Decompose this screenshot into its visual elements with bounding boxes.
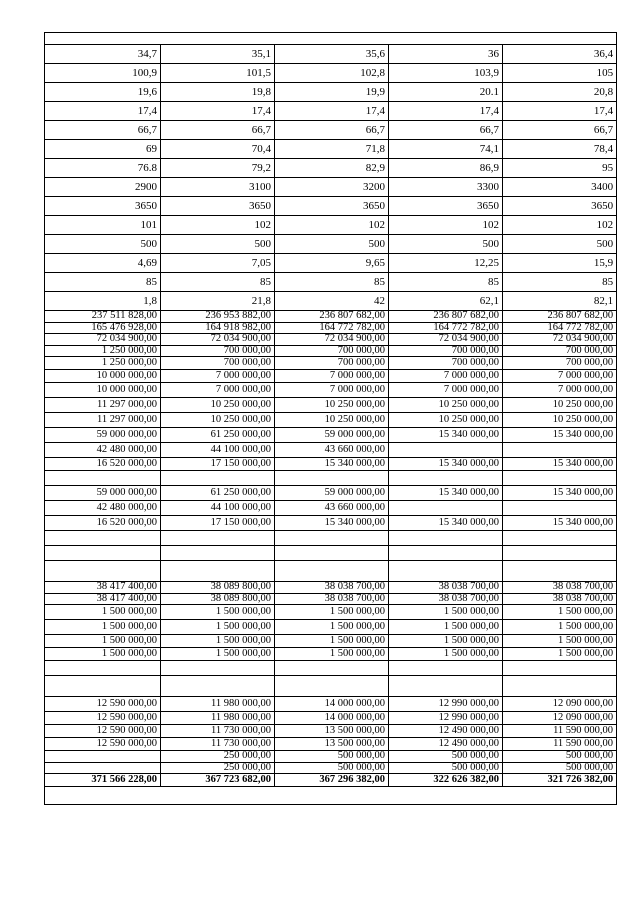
table-cell — [45, 751, 161, 763]
table-cell: 78,4 — [503, 140, 617, 159]
table-cell — [389, 676, 503, 697]
table-cell: 42 — [275, 292, 389, 311]
table-cell: 42 480 000,00 — [45, 443, 161, 458]
table-cell: 236 953 882,00 — [161, 311, 275, 323]
table-cell: 15 340 000,00 — [503, 458, 617, 471]
table-cell: 15 340 000,00 — [275, 516, 389, 531]
table-cell: 17 150 000,00 — [161, 516, 275, 531]
table-cell — [503, 561, 617, 582]
table-cell: 3300 — [389, 178, 503, 197]
table-cell: 72 034 900,00 — [45, 334, 161, 346]
table-cell: 95 — [503, 159, 617, 178]
table-row — [45, 64, 617, 83]
table-cell: 1 500 000,00 — [161, 620, 275, 635]
table-cell — [275, 471, 389, 486]
table-cell: 1,8 — [45, 292, 161, 311]
table-cell: 38 038 700,00 — [275, 582, 389, 594]
table-cell — [389, 443, 503, 458]
table-row — [45, 486, 617, 501]
table-cell: 7 000 000,00 — [275, 383, 389, 398]
table-cell: 12 490 000,00 — [389, 725, 503, 738]
table-cell — [161, 531, 275, 546]
table-cell: 7 000 000,00 — [389, 370, 503, 383]
table-cell: 250 000,00 — [161, 751, 275, 763]
table-cell: 85 — [275, 273, 389, 292]
table-cell: 11 980 000,00 — [161, 712, 275, 725]
table-cell: 7,05 — [161, 254, 275, 273]
table-row — [45, 471, 617, 486]
table-cell: 2900 — [45, 178, 161, 197]
table-cell: 500 000,00 — [389, 762, 503, 774]
table-cell: 1 500 000,00 — [389, 635, 503, 648]
table-cell: 17,4 — [275, 102, 389, 121]
table-row — [45, 102, 617, 121]
table-row — [45, 561, 617, 582]
table-cell: 11 297 000,00 — [45, 413, 161, 428]
table-cell: 236 807 682,00 — [275, 311, 389, 323]
table-row — [45, 159, 617, 178]
table-cell — [275, 661, 389, 676]
table-row — [45, 676, 617, 697]
table-cell: 237 511 828,00 — [45, 311, 161, 323]
table-row — [45, 582, 617, 594]
table-row — [45, 787, 617, 805]
table-cell: 1 500 000,00 — [389, 605, 503, 620]
table-cell: 82,1 — [503, 292, 617, 311]
table-cell: 72 034 900,00 — [161, 334, 275, 346]
table-cell: 86,9 — [389, 159, 503, 178]
table-cell — [45, 471, 161, 486]
table-cell: 102 — [161, 216, 275, 235]
table-cell — [275, 676, 389, 697]
table-cell: 1 500 000,00 — [275, 648, 389, 661]
total-row — [45, 774, 617, 787]
table-cell: 7 000 000,00 — [389, 383, 503, 398]
table-cell — [503, 471, 617, 486]
table-cell — [503, 546, 617, 561]
table-cell: 12 590 000,00 — [45, 725, 161, 738]
table-cell: 66,7 — [389, 121, 503, 140]
table-cell: 500 — [161, 235, 275, 254]
table-row — [45, 428, 617, 443]
table-cell — [389, 546, 503, 561]
table-cell: 1 250 000,00 — [45, 357, 161, 370]
table-cell: 100,9 — [45, 64, 161, 83]
table-cell: 38 417 400,00 — [45, 593, 161, 605]
table-cell: 38 038 700,00 — [503, 593, 617, 605]
table-cell: 85 — [503, 273, 617, 292]
table-cell: 12 090 000,00 — [503, 697, 617, 712]
table-cell: 10 250 000,00 — [161, 398, 275, 413]
table-cell: 12 590 000,00 — [45, 712, 161, 725]
table-cell: 101,5 — [161, 64, 275, 83]
table-row — [45, 516, 617, 531]
table-cell: 101 — [45, 216, 161, 235]
table-row — [45, 501, 617, 516]
table-cell: 38 417 400,00 — [45, 582, 161, 594]
table-cell: 500 — [389, 235, 503, 254]
table-row — [45, 178, 617, 197]
table-cell — [389, 501, 503, 516]
table-cell: 14 000 000,00 — [275, 712, 389, 725]
table-row — [45, 762, 617, 774]
table-cell — [389, 661, 503, 676]
table-cell — [161, 471, 275, 486]
table-cell: 11 590 000,00 — [503, 738, 617, 751]
table-cell: 16 520 000,00 — [45, 458, 161, 471]
table-cell: 1 500 000,00 — [161, 635, 275, 648]
table-cell: 35,1 — [161, 45, 275, 64]
table-cell: 43 660 000,00 — [275, 443, 389, 458]
table-row — [45, 605, 617, 620]
table-cell: 38 089 800,00 — [161, 582, 275, 594]
table-cell: 1 500 000,00 — [503, 620, 617, 635]
table-row — [45, 235, 617, 254]
table-row — [45, 322, 617, 334]
table-cell: 4,69 — [45, 254, 161, 273]
table-cell: 44 100 000,00 — [161, 501, 275, 516]
table-cell: 20.1 — [389, 83, 503, 102]
table-cell — [275, 561, 389, 582]
table-cell: 236 807 682,00 — [389, 311, 503, 323]
table-cell: 102 — [389, 216, 503, 235]
table-cell: 16 520 000,00 — [45, 516, 161, 531]
table-cell: 61 250 000,00 — [161, 428, 275, 443]
table-cell: 10 250 000,00 — [389, 398, 503, 413]
table-cell: 700 000,00 — [161, 345, 275, 357]
table-cell — [161, 676, 275, 697]
table-cell: 85 — [45, 273, 161, 292]
table-cell: 164 772 782,00 — [275, 322, 389, 334]
data-table — [44, 32, 617, 805]
table-row — [45, 140, 617, 159]
table-cell: 21,8 — [161, 292, 275, 311]
table-row — [45, 345, 617, 357]
table-cell: 10 000 000,00 — [45, 383, 161, 398]
table-cell: 12 490 000,00 — [389, 738, 503, 751]
table-row — [45, 383, 617, 398]
table-cell: 1 500 000,00 — [275, 605, 389, 620]
table-cell: 500 000,00 — [389, 751, 503, 763]
table-cell: 74,1 — [389, 140, 503, 159]
table-cell: 9,65 — [275, 254, 389, 273]
table-cell: 700 000,00 — [389, 357, 503, 370]
table-cell: 500 — [503, 235, 617, 254]
table-cell: 43 660 000,00 — [275, 501, 389, 516]
spanning-cell — [45, 787, 617, 805]
table-cell — [45, 676, 161, 697]
table-cell: 11 590 000,00 — [503, 725, 617, 738]
table-cell: 371 566 228,00 — [45, 774, 161, 787]
table-cell: 69 — [45, 140, 161, 159]
table-cell: 66,7 — [275, 121, 389, 140]
table-row — [45, 531, 617, 546]
table-cell: 165 476 928,00 — [45, 322, 161, 334]
table-cell: 700 000,00 — [275, 357, 389, 370]
table-cell: 11 730 000,00 — [161, 725, 275, 738]
table-row — [45, 661, 617, 676]
table-cell: 500 000,00 — [503, 762, 617, 774]
table-row — [45, 121, 617, 140]
table-cell — [45, 531, 161, 546]
table-cell: 59 000 000,00 — [275, 428, 389, 443]
table-cell: 367 723 682,00 — [161, 774, 275, 787]
table-cell: 1 500 000,00 — [161, 605, 275, 620]
table-row — [45, 334, 617, 346]
table-row — [45, 546, 617, 561]
spanning-cell — [45, 33, 617, 45]
table-cell: 3650 — [161, 197, 275, 216]
table-cell: 1 500 000,00 — [161, 648, 275, 661]
table-cell: 17,4 — [503, 102, 617, 121]
table-cell: 38 038 700,00 — [275, 593, 389, 605]
table-cell: 250 000,00 — [161, 762, 275, 774]
table-cell: 15 340 000,00 — [503, 428, 617, 443]
table-cell: 500 — [275, 235, 389, 254]
table-row — [45, 292, 617, 311]
table-cell: 61 250 000,00 — [161, 486, 275, 501]
table-body — [45, 33, 617, 805]
table-cell: 38 038 700,00 — [503, 582, 617, 594]
table-cell — [503, 676, 617, 697]
table-cell: 10 250 000,00 — [275, 413, 389, 428]
table-row — [45, 398, 617, 413]
table-cell: 13 500 000,00 — [275, 725, 389, 738]
table-cell: 700 000,00 — [503, 357, 617, 370]
table-cell: 36,4 — [503, 45, 617, 64]
table-cell — [503, 661, 617, 676]
table-cell: 164 918 982,00 — [161, 322, 275, 334]
table-cell: 15 340 000,00 — [389, 428, 503, 443]
table-cell: 17,4 — [45, 102, 161, 121]
table-cell — [161, 661, 275, 676]
table-cell: 14 000 000,00 — [275, 697, 389, 712]
table-row — [45, 33, 617, 45]
table-cell — [389, 471, 503, 486]
table-row — [45, 83, 617, 102]
table-cell: 17,4 — [389, 102, 503, 121]
table-cell: 62,1 — [389, 292, 503, 311]
table-cell: 700 000,00 — [161, 357, 275, 370]
table-row — [45, 197, 617, 216]
table-cell: 38 038 700,00 — [389, 582, 503, 594]
table-row — [45, 413, 617, 428]
table-cell: 7 000 000,00 — [161, 383, 275, 398]
table-cell: 3200 — [275, 178, 389, 197]
table-cell: 59 000 000,00 — [45, 486, 161, 501]
table-cell: 1 500 000,00 — [503, 605, 617, 620]
table-cell: 15 340 000,00 — [503, 486, 617, 501]
table-cell — [389, 561, 503, 582]
table-row — [45, 712, 617, 725]
table-cell — [45, 546, 161, 561]
table-cell: 105 — [503, 64, 617, 83]
table-cell: 44 100 000,00 — [161, 443, 275, 458]
table-cell: 10 250 000,00 — [161, 413, 275, 428]
table-cell: 59 000 000,00 — [45, 428, 161, 443]
table-cell: 102 — [503, 216, 617, 235]
table-cell: 13 500 000,00 — [275, 738, 389, 751]
table-cell: 66,7 — [503, 121, 617, 140]
table-row — [45, 45, 617, 64]
table-cell: 85 — [161, 273, 275, 292]
table-cell: 1 500 000,00 — [503, 648, 617, 661]
table-cell: 164 772 782,00 — [389, 322, 503, 334]
table-row — [45, 443, 617, 458]
table-cell: 70,4 — [161, 140, 275, 159]
table-cell: 66,7 — [161, 121, 275, 140]
table-cell — [161, 546, 275, 561]
table-cell: 12 990 000,00 — [389, 712, 503, 725]
table-cell: 12 990 000,00 — [389, 697, 503, 712]
table-row — [45, 697, 617, 712]
table-cell: 367 296 382,00 — [275, 774, 389, 787]
table-cell: 15 340 000,00 — [275, 458, 389, 471]
table-row — [45, 738, 617, 751]
table-row — [45, 311, 617, 323]
table-cell: 71,8 — [275, 140, 389, 159]
table-cell: 700 000,00 — [389, 345, 503, 357]
table-cell: 35,6 — [275, 45, 389, 64]
table-cell: 17 150 000,00 — [161, 458, 275, 471]
table-cell: 1 500 000,00 — [45, 635, 161, 648]
table-cell: 72 034 900,00 — [503, 334, 617, 346]
table-cell: 500 000,00 — [503, 751, 617, 763]
table-cell: 7 000 000,00 — [503, 370, 617, 383]
table-cell: 1 500 000,00 — [389, 648, 503, 661]
table-cell: 700 000,00 — [503, 345, 617, 357]
table-cell: 1 500 000,00 — [389, 620, 503, 635]
table-cell: 3100 — [161, 178, 275, 197]
table-cell — [161, 561, 275, 582]
table-cell: 321 726 382,00 — [503, 774, 617, 787]
table-cell — [389, 531, 503, 546]
table-cell: 72 034 900,00 — [275, 334, 389, 346]
table-cell — [503, 531, 617, 546]
table-row — [45, 357, 617, 370]
table-cell: 36 — [389, 45, 503, 64]
table-cell: 102,8 — [275, 64, 389, 83]
table-cell: 164 772 782,00 — [503, 322, 617, 334]
table-cell: 38 089 800,00 — [161, 593, 275, 605]
table-row — [45, 216, 617, 235]
table-cell: 82,9 — [275, 159, 389, 178]
table-cell: 12,25 — [389, 254, 503, 273]
table-cell: 10 000 000,00 — [45, 370, 161, 383]
table-cell: 700 000,00 — [275, 345, 389, 357]
table-cell: 59 000 000,00 — [275, 486, 389, 501]
table-cell: 42 480 000,00 — [45, 501, 161, 516]
table-cell: 1 500 000,00 — [275, 620, 389, 635]
table-cell: 20,8 — [503, 83, 617, 102]
table-row — [45, 273, 617, 292]
table-cell: 3650 — [45, 197, 161, 216]
table-cell: 15 340 000,00 — [389, 458, 503, 471]
table-cell: 76.8 — [45, 159, 161, 178]
table-cell: 1 500 000,00 — [45, 605, 161, 620]
table-cell: 10 250 000,00 — [275, 398, 389, 413]
table-cell: 7 000 000,00 — [503, 383, 617, 398]
table-cell: 10 250 000,00 — [503, 413, 617, 428]
table-cell: 19,9 — [275, 83, 389, 102]
table-cell: 236 807 682,00 — [503, 311, 617, 323]
table-cell: 72 034 900,00 — [389, 334, 503, 346]
table-cell: 500 000,00 — [275, 762, 389, 774]
table-cell: 500 000,00 — [275, 751, 389, 763]
table-cell: 15 340 000,00 — [389, 486, 503, 501]
table-cell: 12 590 000,00 — [45, 697, 161, 712]
table-row — [45, 370, 617, 383]
table-row — [45, 751, 617, 763]
table-cell: 1 500 000,00 — [275, 635, 389, 648]
table-cell: 3400 — [503, 178, 617, 197]
table-cell — [503, 443, 617, 458]
table-cell: 85 — [389, 273, 503, 292]
table-cell: 15 340 000,00 — [389, 516, 503, 531]
table-row — [45, 593, 617, 605]
table-cell: 103,9 — [389, 64, 503, 83]
table-cell: 10 250 000,00 — [503, 398, 617, 413]
table-cell: 7 000 000,00 — [275, 370, 389, 383]
table-cell: 79,2 — [161, 159, 275, 178]
table-cell: 1 500 000,00 — [45, 620, 161, 635]
table-row — [45, 725, 617, 738]
table-cell: 1 500 000,00 — [45, 648, 161, 661]
table-cell — [45, 561, 161, 582]
table-cell: 3650 — [389, 197, 503, 216]
table-cell — [45, 661, 161, 676]
table-row — [45, 648, 617, 661]
table-cell: 1 500 000,00 — [503, 635, 617, 648]
table-cell: 1 250 000,00 — [45, 345, 161, 357]
table-cell — [275, 546, 389, 561]
table-row — [45, 620, 617, 635]
table-row — [45, 635, 617, 648]
table-cell: 11 980 000,00 — [161, 697, 275, 712]
table-cell: 66,7 — [45, 121, 161, 140]
table-cell: 10 250 000,00 — [389, 413, 503, 428]
table-cell: 3650 — [275, 197, 389, 216]
table-cell: 12 090 000,00 — [503, 712, 617, 725]
table-cell: 15,9 — [503, 254, 617, 273]
table-cell: 102 — [275, 216, 389, 235]
table-cell: 12 590 000,00 — [45, 738, 161, 751]
table-cell: 11 730 000,00 — [161, 738, 275, 751]
table-row — [45, 254, 617, 273]
table-cell: 34,7 — [45, 45, 161, 64]
table-cell: 3650 — [503, 197, 617, 216]
table-cell: 11 297 000,00 — [45, 398, 161, 413]
table-cell: 7 000 000,00 — [161, 370, 275, 383]
table-cell: 15 340 000,00 — [503, 516, 617, 531]
table-cell: 19,6 — [45, 83, 161, 102]
table-cell — [275, 531, 389, 546]
table-cell: 17,4 — [161, 102, 275, 121]
table-cell: 38 038 700,00 — [389, 593, 503, 605]
table-cell — [503, 501, 617, 516]
table-cell — [45, 762, 161, 774]
table-cell: 19,8 — [161, 83, 275, 102]
table-cell: 500 — [45, 235, 161, 254]
table-row — [45, 458, 617, 471]
table-cell: 322 626 382,00 — [389, 774, 503, 787]
